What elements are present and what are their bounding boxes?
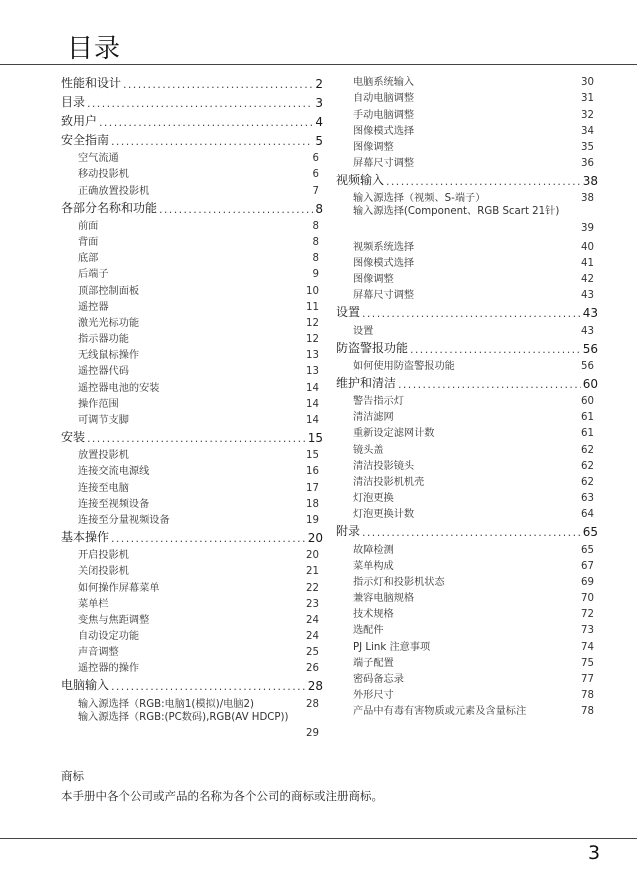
- toc-subsection-label: 变焦与焦距调整: [78, 614, 150, 626]
- toc-subsection[interactable]: [61, 461, 323, 477]
- toc-section-label: 视频输入: [336, 173, 385, 188]
- dot-leader: [159, 203, 313, 216]
- toc-subsection-label: 输入源选择（RGB:(PC数码),RGB(AV HDCP)): [78, 711, 289, 723]
- toc-page-number: 63: [581, 493, 594, 505]
- toc-subsection-label: 图像调整: [353, 274, 394, 286]
- toc-left-column: [61, 72, 323, 742]
- toc-subsection[interactable]: [336, 121, 598, 137]
- toc-subsection-label: 正确放置投影机: [78, 185, 150, 197]
- toc-page-number: 62: [581, 460, 594, 472]
- toc-page-number: 56: [581, 360, 594, 372]
- toc-section[interactable]: [336, 372, 598, 391]
- dot-leader: [111, 532, 306, 545]
- toc-section[interactable]: [336, 520, 598, 539]
- toc-page-number: 73: [581, 625, 594, 637]
- toc-section[interactable]: [61, 197, 323, 216]
- toc-page-number: 56: [582, 341, 598, 356]
- toc-subsection[interactable]: [336, 604, 598, 620]
- toc-subsection[interactable]: [61, 561, 323, 577]
- toc-subsection-label: 操作范围: [78, 398, 119, 410]
- toc-section-label: 电脑输入: [61, 678, 110, 693]
- toc-subsection[interactable]: [336, 488, 598, 504]
- toc-subsection[interactable]: [336, 572, 598, 588]
- toc-page-number: 62: [581, 444, 594, 456]
- toc-subsection[interactable]: [61, 377, 323, 393]
- toc-subsection[interactable]: [61, 216, 323, 232]
- toc-page-number: 65: [582, 525, 598, 540]
- toc-subsection-label: 兼容电脑规格: [353, 593, 415, 605]
- toc-page-number: 74: [581, 641, 594, 653]
- dot-leader: [398, 378, 581, 391]
- toc-page-number: 78: [581, 690, 594, 702]
- toc-page-number: 24: [306, 631, 319, 643]
- toc-page-number: 41: [581, 258, 594, 270]
- toc-page-number: 12: [306, 334, 319, 346]
- toc-subsection-label: 清洁滤网: [353, 412, 394, 424]
- toc-page-number: 23: [306, 598, 319, 610]
- toc-subsection[interactable]: [61, 297, 323, 313]
- toc-section[interactable]: [61, 526, 323, 545]
- toc-subsection-label: 输入源选择（RGB:电脑1(模拟)/电脑2): [78, 698, 254, 710]
- toc-subsection-label: 遥控器电池的安装: [78, 382, 160, 394]
- toc-subsection[interactable]: [336, 636, 598, 652]
- toc-subsection[interactable]: [336, 391, 598, 407]
- toc-subsection[interactable]: [61, 710, 323, 742]
- toc-page-number: 30: [581, 77, 594, 89]
- toc-subsection[interactable]: [61, 313, 323, 329]
- toc-subsection[interactable]: [61, 248, 323, 264]
- toc-subsection-label: 技术规格: [353, 609, 394, 621]
- toc-subsection[interactable]: [336, 137, 598, 153]
- toc-subsection[interactable]: [61, 610, 323, 626]
- toc-section-label: 安全指南: [61, 133, 110, 147]
- toc-subsection[interactable]: [336, 320, 598, 336]
- toc-subsection[interactable]: [61, 642, 323, 658]
- toc-right-column: [336, 72, 598, 717]
- toc-subsection-label: 指示器功能: [78, 334, 129, 346]
- toc-subsection-label: 屏幕尺寸调整: [353, 290, 415, 302]
- toc-page-number: 17: [306, 482, 319, 494]
- toc-subsection[interactable]: [336, 423, 598, 439]
- toc-page-number: 31: [581, 93, 594, 105]
- dot-leader: [386, 175, 581, 188]
- toc-subsection[interactable]: [336, 701, 598, 717]
- toc-page-number: 43: [582, 306, 598, 321]
- toc-page-number: 5: [315, 134, 323, 148]
- toc-page-number: 64: [581, 509, 594, 521]
- toc-page-number: 38: [582, 174, 598, 189]
- toc-subsection-label: 声音调整: [78, 647, 119, 659]
- toc-section[interactable]: [336, 337, 598, 356]
- toc-subsection-label: 视频系统选择: [353, 241, 415, 253]
- toc-section-label: 防盗警报功能: [336, 340, 409, 355]
- toc-subsection-label: 遥控器: [78, 301, 109, 313]
- toc-page-number: 11: [306, 301, 319, 313]
- toc-subsection-label: 清洁投影机机壳: [353, 476, 425, 488]
- toc-subsection-label: 镜头盖: [353, 444, 384, 456]
- toc-page-number: 43: [581, 290, 594, 302]
- toc-page-number: 21: [306, 566, 319, 578]
- toc-page-number: 32: [581, 109, 594, 121]
- toc-subsection-label: 清洁投影镜头: [353, 460, 415, 472]
- dot-leader: [111, 135, 313, 148]
- toc-page-number: 18: [306, 498, 319, 510]
- toc-page-number: 22: [306, 582, 319, 594]
- toc-section[interactable]: [61, 91, 323, 110]
- toc-subsection-label: 产品中有毒有害物质或元素及含量标注: [353, 706, 527, 718]
- toc-subsection[interactable]: [336, 153, 598, 169]
- toc-subsection-label: 密码备忘录: [353, 674, 404, 686]
- toc-subsection-label: 顶部控制面板: [78, 285, 140, 297]
- toc-section[interactable]: [61, 129, 323, 148]
- toc-subsection-label: 输入源选择(Component、RGB Scart 21针): [353, 206, 560, 218]
- toc-page-number: 4: [315, 115, 323, 129]
- toc-page-number: 61: [581, 412, 594, 424]
- toc-section-label: 目录: [61, 95, 86, 109]
- toc-subsection[interactable]: [336, 669, 598, 685]
- toc-subsection[interactable]: [61, 445, 323, 461]
- toc-subsection[interactable]: [61, 594, 323, 610]
- toc-page-number: 77: [581, 674, 594, 686]
- toc-subsection-label: 灯泡更换计数: [353, 509, 415, 521]
- toc-page-number: 42: [581, 274, 594, 286]
- dot-leader: [87, 97, 313, 110]
- toc-page-number: 12: [306, 317, 319, 329]
- toc-subsection-label: 故障检测: [353, 544, 394, 556]
- toc-subsection[interactable]: [336, 88, 598, 104]
- toc-subsection[interactable]: [336, 253, 598, 269]
- toc-subsection-label: PJ Link 注意事项: [353, 641, 431, 653]
- toc-page-number: 16: [306, 466, 319, 478]
- toc-page-number: 60: [581, 396, 594, 408]
- toc-subsection-label: 图像模式选择: [353, 125, 415, 137]
- toc-subsection[interactable]: [61, 545, 323, 561]
- toc-page-number: 29: [306, 727, 319, 739]
- toc-subsection[interactable]: [336, 237, 598, 253]
- toc-subsection[interactable]: [61, 148, 323, 164]
- toc-subsection-label: 指示灯和投影机状态: [353, 576, 445, 588]
- toc-page-number: 60: [582, 376, 598, 391]
- toc-section[interactable]: [61, 72, 323, 91]
- toc-page-number: 70: [581, 593, 594, 605]
- toc-page-number: 19: [306, 514, 319, 526]
- toc-subsection[interactable]: [336, 407, 598, 423]
- toc-section[interactable]: [336, 301, 598, 320]
- toc-subsection[interactable]: [61, 410, 323, 426]
- toc-subsection-label: 连接至电脑: [78, 482, 129, 494]
- toc-page-number: 28: [307, 679, 323, 694]
- toc-subsection[interactable]: [61, 626, 323, 642]
- toc-subsection[interactable]: [336, 504, 598, 520]
- toc-page-number: 35: [581, 141, 594, 153]
- toc-subsection[interactable]: [61, 394, 323, 410]
- toc-subsection[interactable]: [336, 72, 598, 88]
- toc-subsection-label: 图像模式选择: [353, 258, 415, 270]
- toc-section-label: 维护和清洁: [336, 375, 397, 390]
- toc-page-number: 10: [306, 285, 319, 297]
- toc-page-number: 15: [306, 450, 319, 462]
- toc-subsection[interactable]: [336, 104, 598, 120]
- toc-section-label: 安装: [61, 430, 86, 444]
- toc-subsection-label: 激光光标功能: [78, 317, 140, 329]
- toc-subsection-label: 放置投影机: [78, 450, 129, 462]
- toc-subsection-label: 无线鼠标操作: [78, 350, 140, 362]
- toc-page-number: 28: [306, 698, 319, 710]
- toc-subsection-label: 屏幕尺寸调整: [353, 158, 415, 170]
- toc-page-number: 14: [306, 398, 319, 410]
- toc-subsection-label: 连接交流电源线: [78, 466, 150, 478]
- toc-page-number: 13: [306, 366, 319, 378]
- toc-page-number: 6: [312, 153, 319, 165]
- toc-subsection-label: 遥控器的操作: [78, 663, 140, 675]
- toc-subsection-label: 后端子: [78, 269, 109, 281]
- toc-page-number: 6: [312, 169, 319, 181]
- toc-subsection[interactable]: [336, 588, 598, 604]
- toc-page-number: 20: [306, 550, 319, 562]
- toc-subsection[interactable]: [61, 693, 323, 709]
- toc-subsection-label: 端子配置: [353, 657, 394, 669]
- toc-section[interactable]: [61, 674, 323, 693]
- toc-subsection[interactable]: [61, 510, 323, 526]
- toc-page-number: 69: [581, 576, 594, 588]
- toc-subsection-label: 如何使用防盗警报功能: [353, 360, 455, 372]
- toc-subsection-label: 自动设定功能: [78, 631, 140, 643]
- toc-section-label: 基本操作: [61, 529, 110, 544]
- toc-subsection-label: 设置: [353, 325, 374, 337]
- toc-page-number: 13: [306, 350, 319, 362]
- toc-subsection[interactable]: [61, 329, 323, 345]
- toc-section-label: 各部分名称和功能: [61, 200, 158, 215]
- trademark-heading: 商标: [61, 769, 84, 783]
- toc-subsection-label: 遥控器代码: [78, 366, 129, 378]
- toc-subsection[interactable]: [336, 539, 598, 555]
- toc-page-number: 8: [312, 253, 319, 265]
- toc-subsection-label: 输入源选择（视频、S-端子）: [353, 193, 486, 205]
- toc-page-number: 78: [581, 706, 594, 718]
- toc-subsection[interactable]: [336, 269, 598, 285]
- toc-subsection-label: 如何操作屏幕菜单: [78, 582, 160, 594]
- toc-page-number: 24: [306, 614, 319, 626]
- toc-page-number: 39: [581, 222, 594, 234]
- toc-subsection-label: 可调节支脚: [78, 415, 129, 426]
- toc-section-label: 附录: [336, 524, 361, 539]
- dot-leader: [123, 78, 313, 91]
- page-title: 目录: [67, 34, 122, 64]
- toc-page-number: 26: [306, 663, 319, 675]
- toc-subsection-label: 连接至视频设备: [78, 498, 150, 510]
- toc-subsection-label: 菜单栏: [78, 598, 109, 610]
- toc-page-number: 15: [307, 431, 323, 445]
- toc-subsection[interactable]: [336, 620, 598, 636]
- toc-subsection-label: 外形尺寸: [353, 690, 394, 702]
- toc-subsection[interactable]: [336, 188, 598, 204]
- toc-subsection-label: 灯泡更换: [353, 493, 394, 505]
- toc-page-number: 72: [581, 609, 594, 621]
- toc-subsection-label: 菜单构成: [353, 560, 394, 572]
- dot-leader: [362, 307, 581, 320]
- dot-leader: [87, 432, 306, 445]
- toc-subsection[interactable]: [336, 472, 598, 488]
- toc-page-number: 9: [312, 269, 319, 281]
- toc-subsection[interactable]: [61, 280, 323, 296]
- toc-section[interactable]: [61, 110, 323, 129]
- toc-page-number: 8: [312, 220, 319, 232]
- title-divider: [0, 64, 637, 65]
- toc-page-number: 2: [315, 77, 323, 91]
- toc-subsection[interactable]: [61, 264, 323, 280]
- toc-page-number: 25: [306, 647, 319, 659]
- toc-subsection[interactable]: [61, 180, 323, 196]
- toc-subsection-label: 选配件: [353, 625, 384, 637]
- toc-page-number: 36: [581, 158, 594, 170]
- toc-section[interactable]: [61, 426, 323, 445]
- toc-subsection-label: 图像调整: [353, 141, 394, 153]
- toc-subsection[interactable]: [336, 439, 598, 455]
- toc-subsection[interactable]: [336, 204, 598, 236]
- toc-subsection-label: 空气流通: [78, 153, 119, 165]
- toc-subsection[interactable]: [61, 658, 323, 674]
- toc-section[interactable]: [336, 169, 598, 188]
- dot-leader: [111, 680, 306, 693]
- toc-page-number: 40: [581, 241, 594, 253]
- toc-subsection[interactable]: [336, 653, 598, 669]
- toc-subsection-label: 背面: [78, 236, 99, 248]
- toc-page-number: 8: [315, 201, 323, 216]
- toc-page-number: 34: [581, 125, 594, 137]
- toc-page-number: 3: [315, 96, 323, 110]
- dot-leader: [410, 343, 581, 356]
- toc-section-label: 性能和设计: [61, 76, 122, 90]
- toc-subsection[interactable]: [61, 164, 323, 180]
- footer-divider: [0, 838, 637, 839]
- dot-leader: [99, 116, 313, 129]
- toc-subsection-label: 警告指示灯: [353, 396, 404, 408]
- toc-subsection-label: 手动电脑调整: [353, 109, 415, 121]
- toc-page-number: 14: [306, 382, 319, 394]
- toc-page-number: 75: [581, 657, 594, 669]
- toc-page-number: 7: [312, 185, 319, 197]
- toc-subsection-label: 关闭投影机: [78, 566, 129, 578]
- toc-subsection[interactable]: [336, 556, 598, 572]
- toc-subsection[interactable]: [61, 577, 323, 593]
- toc-subsection[interactable]: [336, 285, 598, 301]
- dot-leader: [362, 526, 581, 539]
- toc-section-label: 设置: [336, 305, 361, 320]
- toc-subsection[interactable]: [61, 345, 323, 361]
- trademark-text: 本手册中各个公司或产品的名称为各个公司的商标或注册商标。: [61, 789, 383, 803]
- toc-page-number: 65: [581, 544, 594, 556]
- toc-page-number: 62: [581, 476, 594, 488]
- toc-subsection[interactable]: [336, 356, 598, 372]
- toc-subsection[interactable]: [61, 494, 323, 510]
- toc-subsection[interactable]: [61, 361, 323, 377]
- toc-subsection-label: 重新设定滤网计数: [353, 428, 435, 440]
- page-number: 3: [588, 842, 601, 864]
- toc-subsection[interactable]: [336, 685, 598, 701]
- toc-subsection[interactable]: [61, 232, 323, 248]
- toc-page-number: 38: [581, 193, 594, 205]
- toc-subsection[interactable]: [61, 477, 323, 493]
- toc-subsection-label: 开启投影机: [78, 550, 129, 562]
- toc-page-number: 67: [581, 560, 594, 572]
- toc-page-number: 43: [581, 325, 594, 337]
- toc-page-number: 8: [312, 236, 319, 248]
- toc-section-label: 致用户: [61, 114, 98, 128]
- toc-subsection-label: 自动电脑调整: [353, 93, 415, 105]
- toc-subsection[interactable]: [336, 456, 598, 472]
- toc-subsection-label: 前面: [78, 220, 99, 232]
- toc-page-number: 14: [306, 415, 319, 426]
- toc-page-number: 61: [581, 428, 594, 440]
- toc-subsection-label: 电脑系统输入: [353, 77, 415, 89]
- toc-subsection-label: 底部: [78, 253, 99, 265]
- toc-subsection-label: 移动投影机: [78, 169, 129, 181]
- toc-page-number: 20: [307, 530, 323, 545]
- toc-subsection-label: 连接至分量视频设备: [78, 514, 170, 526]
